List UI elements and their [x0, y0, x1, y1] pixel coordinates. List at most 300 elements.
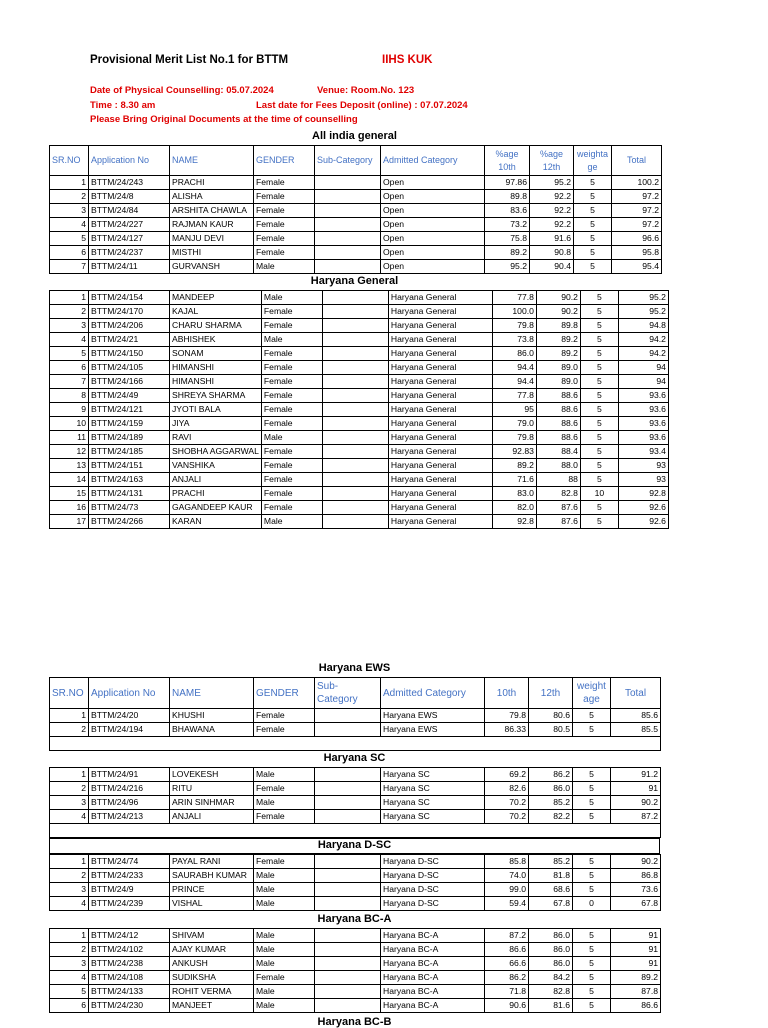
cell-weightage: 5 — [580, 515, 618, 529]
cell-12th: 88.6 — [536, 417, 580, 431]
counselling-time: Time : 8.30 am — [90, 100, 156, 111]
institute-name: IIHS KUK — [382, 54, 433, 66]
merit-table-haryana-sc — [49, 767, 661, 838]
cell-application-no: BTTM/24/213 — [89, 810, 170, 824]
cell-weightage: 5 — [573, 782, 611, 796]
cell-admitted-category: Haryana SC — [381, 796, 485, 810]
cell-12th: 82.2 — [529, 810, 573, 824]
cell-12th: 81.6 — [529, 999, 573, 1013]
cell-srno: 3 — [50, 319, 89, 333]
cell-gender: Female — [261, 459, 322, 473]
cell-12th: 80.5 — [529, 723, 573, 737]
cell-application-no: BTTM/24/20 — [89, 709, 170, 723]
cell-gender: Female — [261, 417, 322, 431]
cell-weightage: 5 — [580, 361, 618, 375]
cell-sub-category — [315, 709, 381, 723]
cell-total: 92.8 — [618, 487, 668, 501]
table-row — [50, 515, 669, 529]
cell-weightage: 5 — [580, 347, 618, 361]
cell-gender: Male — [254, 260, 315, 274]
cell-12th: 87.6 — [536, 515, 580, 529]
page-title: Provisional Merit List No.1 for BTTM — [90, 54, 289, 66]
cell-application-no: BTTM/24/230 — [89, 999, 170, 1013]
cell-total: 90.2 — [611, 796, 661, 810]
cell-weightage: 5 — [573, 999, 611, 1013]
cell-12th: 90.2 — [536, 305, 580, 319]
cell-name: LOVEKESH — [170, 768, 254, 782]
table-row — [50, 389, 669, 403]
cell-admitted-category: Haryana General — [388, 473, 492, 487]
cell-admitted-category: Haryana General — [388, 305, 492, 319]
cell-sub-category — [315, 957, 381, 971]
cell-total: 94 — [618, 375, 668, 389]
counselling-venue: Venue: Room.No. 123 — [317, 85, 415, 96]
cell-application-no: BTTM/24/102 — [89, 943, 170, 957]
cell-admitted-category: Haryana SC — [381, 768, 485, 782]
blank-cell — [50, 824, 661, 838]
cell-12th: 82.8 — [529, 985, 573, 999]
merit-table-all-india — [49, 145, 662, 274]
cell-admitted-category: Haryana General — [388, 389, 492, 403]
cell-total: 92.6 — [618, 501, 668, 515]
cell-10th: 70.2 — [485, 796, 529, 810]
cell-total: 92.6 — [618, 515, 668, 529]
cell-application-no: BTTM/24/151 — [89, 459, 170, 473]
table-row — [50, 487, 669, 501]
cell-admitted-category: Open — [381, 260, 485, 274]
cell-10th: 77.8 — [492, 291, 536, 305]
cell-srno: 7 — [50, 260, 89, 274]
cell-10th: 92.83 — [492, 445, 536, 459]
cell-sub-category — [315, 971, 381, 985]
table-row — [50, 855, 661, 869]
cell-total: 91 — [611, 943, 661, 957]
cell-sub-category — [322, 375, 388, 389]
cell-application-no: BTTM/24/189 — [89, 431, 170, 445]
cell-total: 91.2 — [611, 768, 661, 782]
cell-10th: 79.0 — [492, 417, 536, 431]
cell-application-no: BTTM/24/96 — [89, 796, 170, 810]
table-row — [50, 403, 669, 417]
cell-gender: Male — [254, 796, 315, 810]
cell-application-no: BTTM/24/121 — [89, 403, 170, 417]
cell-admitted-category: Haryana General — [388, 291, 492, 305]
cell-gender: Female — [254, 232, 315, 246]
cell-gender: Female — [261, 403, 322, 417]
cell-sub-category — [322, 445, 388, 459]
cell-sub-category — [322, 431, 388, 445]
cell-10th: 70.2 — [485, 810, 529, 824]
rows-haryana-ews — [50, 709, 661, 751]
cell-12th: 88.6 — [536, 389, 580, 403]
cell-total: 85.5 — [611, 723, 661, 737]
merit-table-haryana-ews — [49, 677, 661, 751]
cell-sub-category — [315, 855, 381, 869]
cell-application-no: BTTM/24/206 — [89, 319, 170, 333]
cell-gender: Female — [254, 723, 315, 737]
cell-name: HIMANSHI — [170, 361, 262, 375]
cell-admitted-category: Haryana SC — [381, 782, 485, 796]
cell-name: GURVANSH — [170, 260, 254, 274]
cell-name: MANJEET — [170, 999, 254, 1013]
cell-12th: 80.6 — [529, 709, 573, 723]
cell-application-no: BTTM/24/49 — [89, 389, 170, 403]
cell-name: ALISHA — [170, 190, 254, 204]
cell-total: 95.8 — [612, 246, 662, 260]
cell-sub-category — [315, 232, 381, 246]
merit-table-haryana-bca — [49, 928, 661, 1013]
table-row — [50, 768, 661, 782]
table-row — [50, 190, 662, 204]
cell-gender: Female — [254, 971, 315, 985]
cell-admitted-category: Haryana D-SC — [381, 855, 485, 869]
col-12th: %age 12th — [530, 146, 574, 176]
cell-gender: Female — [261, 347, 322, 361]
cell-admitted-category: Haryana General — [388, 347, 492, 361]
cell-application-no: BTTM/24/239 — [89, 897, 170, 911]
cell-10th: 89.2 — [492, 459, 536, 473]
table-row — [50, 810, 661, 824]
cell-srno: 4 — [50, 333, 89, 347]
cell-admitted-category: Haryana D-SC — [381, 897, 485, 911]
cell-gender: Female — [254, 218, 315, 232]
cell-total: 87.2 — [611, 810, 661, 824]
cell-name: RAJMAN KAUR — [170, 218, 254, 232]
cell-total: 94.8 — [618, 319, 668, 333]
cell-12th: 92.2 — [530, 204, 574, 218]
col-admitted-category: Admitted Category — [381, 146, 485, 176]
cell-application-no: BTTM/24/227 — [89, 218, 170, 232]
cell-sub-category — [322, 389, 388, 403]
section-title-haryana-ews: Haryana EWS — [318, 662, 391, 674]
cell-10th: 87.2 — [485, 929, 529, 943]
cell-application-no: BTTM/24/238 — [89, 957, 170, 971]
cell-srno: 5 — [50, 232, 89, 246]
cell-gender: Female — [254, 246, 315, 260]
cell-10th: 79.8 — [485, 709, 529, 723]
cell-application-no: BTTM/24/131 — [89, 487, 170, 501]
documents-note: Please Bring Original Documents at the time of counselling — [90, 114, 358, 125]
cell-total: 85.6 — [611, 709, 661, 723]
cell-gender: Female — [254, 204, 315, 218]
col-gender: GENDER — [254, 678, 315, 709]
cell-total: 93.6 — [618, 431, 668, 445]
col-total: Total — [612, 146, 662, 176]
cell-10th: 94.4 — [492, 375, 536, 389]
cell-weightage: 5 — [573, 855, 611, 869]
cell-gender: Male — [254, 768, 315, 782]
table-row — [50, 723, 661, 737]
cell-application-no: BTTM/24/233 — [89, 869, 170, 883]
cell-12th: 88.4 — [536, 445, 580, 459]
cell-sub-category — [315, 246, 381, 260]
section-title-haryana-bca: Haryana BC-A — [317, 913, 392, 925]
cell-10th: 75.8 — [485, 232, 530, 246]
cell-srno: 1 — [50, 768, 89, 782]
cell-weightage: 5 — [580, 319, 618, 333]
section-title-haryana-bcb: Haryana BC-B — [317, 1016, 392, 1028]
col-gender: GENDER — [254, 146, 315, 176]
table-row — [50, 929, 661, 943]
cell-application-no: BTTM/24/185 — [89, 445, 170, 459]
col-sub-category: Sub-Category — [315, 678, 381, 709]
cell-sub-category — [315, 985, 381, 999]
cell-10th: 86.0 — [492, 347, 536, 361]
cell-10th: 66.6 — [485, 957, 529, 971]
cell-name: ARIN SINHMAR — [170, 796, 254, 810]
col-srno: SR.NO — [50, 146, 89, 176]
cell-sub-category — [322, 473, 388, 487]
cell-sub-category — [315, 768, 381, 782]
cell-admitted-category: Haryana General — [388, 319, 492, 333]
cell-12th: 88.6 — [536, 403, 580, 417]
cell-admitted-category: Haryana General — [388, 333, 492, 347]
col-admitted-category: Admitted Category — [381, 678, 485, 709]
cell-12th: 95.2 — [530, 176, 574, 190]
cell-sub-category — [322, 333, 388, 347]
cell-weightage: 10 — [580, 487, 618, 501]
table-row — [50, 232, 662, 246]
table-row — [50, 305, 669, 319]
col-12th: 12th — [529, 678, 573, 709]
cell-srno: 12 — [50, 445, 89, 459]
cell-sub-category — [315, 883, 381, 897]
cell-name: GAGANDEEP KAUR — [170, 501, 262, 515]
blank-cell — [50, 737, 661, 751]
cell-gender: Male — [254, 869, 315, 883]
cell-weightage: 5 — [580, 375, 618, 389]
cell-total: 91 — [611, 957, 661, 971]
col-weightage: weightage — [573, 678, 611, 709]
table-row — [50, 709, 661, 723]
cell-srno: 1 — [50, 709, 89, 723]
cell-gender: Male — [261, 333, 322, 347]
table-row — [50, 473, 669, 487]
cell-weightage: 5 — [573, 709, 611, 723]
cell-name: CHARU SHARMA — [170, 319, 262, 333]
cell-10th: 95 — [492, 403, 536, 417]
cell-weightage: 5 — [580, 403, 618, 417]
cell-sub-category — [315, 999, 381, 1013]
cell-gender: Male — [254, 897, 315, 911]
cell-srno: 10 — [50, 417, 89, 431]
rows-haryana-general — [50, 291, 669, 529]
cell-10th: 79.8 — [492, 431, 536, 445]
cell-10th: 79.8 — [492, 319, 536, 333]
table-row — [50, 445, 669, 459]
cell-gender: Male — [254, 883, 315, 897]
cell-sub-category — [315, 218, 381, 232]
cell-srno: 1 — [50, 176, 89, 190]
cell-application-no: BTTM/24/11 — [89, 260, 170, 274]
cell-gender: Male — [254, 929, 315, 943]
cell-10th: 71.8 — [485, 985, 529, 999]
cell-weightage: 5 — [573, 943, 611, 957]
cell-10th: 92.8 — [492, 515, 536, 529]
cell-application-no: BTTM/24/133 — [89, 985, 170, 999]
table-row — [50, 333, 669, 347]
cell-10th: 99.0 — [485, 883, 529, 897]
cell-name: HIMANSHI — [170, 375, 262, 389]
cell-weightage: 5 — [573, 723, 611, 737]
section-title-all-india: All india general — [312, 130, 397, 142]
cell-name: PRACHI — [170, 176, 254, 190]
cell-gender: Female — [261, 389, 322, 403]
cell-srno: 16 — [50, 501, 89, 515]
cell-application-no: BTTM/24/9 — [89, 883, 170, 897]
cell-srno: 6 — [50, 999, 89, 1013]
cell-srno: 6 — [50, 246, 89, 260]
cell-total: 89.2 — [611, 971, 661, 985]
cell-12th: 81.8 — [529, 869, 573, 883]
cell-weightage: 5 — [580, 417, 618, 431]
cell-name: SUDIKSHA — [170, 971, 254, 985]
cell-gender: Female — [261, 501, 322, 515]
cell-total: 97.2 — [612, 218, 662, 232]
cell-sub-category — [315, 897, 381, 911]
cell-sub-category — [322, 501, 388, 515]
cell-total: 94 — [618, 361, 668, 375]
cell-admitted-category: Haryana BC-A — [381, 999, 485, 1013]
cell-weightage: 5 — [574, 204, 612, 218]
cell-total: 93.4 — [618, 445, 668, 459]
table-row — [50, 347, 669, 361]
cell-10th: 97.86 — [485, 176, 530, 190]
cell-sub-category — [315, 190, 381, 204]
cell-total: 96.6 — [612, 232, 662, 246]
cell-srno: 4 — [50, 971, 89, 985]
cell-admitted-category: Open — [381, 190, 485, 204]
cell-gender: Male — [261, 431, 322, 445]
cell-12th: 91.6 — [530, 232, 574, 246]
cell-srno: 3 — [50, 883, 89, 897]
col-weightage: weightage — [574, 146, 612, 176]
table-row — [50, 985, 661, 999]
cell-weightage: 5 — [574, 260, 612, 274]
cell-application-no: BTTM/24/163 — [89, 473, 170, 487]
col-total: Total — [611, 678, 661, 709]
cell-name: MISTHI — [170, 246, 254, 260]
cell-10th: 86.33 — [485, 723, 529, 737]
cell-weightage: 5 — [580, 445, 618, 459]
cell-application-no: BTTM/24/150 — [89, 347, 170, 361]
cell-application-no: BTTM/24/91 — [89, 768, 170, 782]
cell-application-no: BTTM/24/105 — [89, 361, 170, 375]
cell-total: 95.2 — [618, 291, 668, 305]
cell-total: 86.6 — [611, 999, 661, 1013]
cell-srno: 2 — [50, 723, 89, 737]
cell-12th: 87.6 — [536, 501, 580, 515]
cell-srno: 2 — [50, 305, 89, 319]
cell-admitted-category: Open — [381, 246, 485, 260]
cell-gender: Female — [261, 445, 322, 459]
cell-10th: 74.0 — [485, 869, 529, 883]
cell-12th: 90.2 — [536, 291, 580, 305]
cell-application-no: BTTM/24/154 — [89, 291, 170, 305]
cell-gender: Female — [254, 176, 315, 190]
cell-sub-category — [315, 810, 381, 824]
cell-srno: 8 — [50, 389, 89, 403]
cell-weightage: 5 — [573, 957, 611, 971]
cell-weightage: 5 — [580, 459, 618, 473]
cell-name: BHAWANA — [170, 723, 254, 737]
cell-name: PRINCE — [170, 883, 254, 897]
cell-srno: 1 — [50, 855, 89, 869]
cell-name: SONAM — [170, 347, 262, 361]
cell-name: ROHIT VERMA — [170, 985, 254, 999]
cell-srno: 5 — [50, 985, 89, 999]
cell-10th: 69.2 — [485, 768, 529, 782]
cell-name: MANDEEP — [170, 291, 262, 305]
cell-weightage: 5 — [573, 883, 611, 897]
table-row — [50, 319, 669, 333]
cell-10th: 82.0 — [492, 501, 536, 515]
cell-gender: Male — [261, 291, 322, 305]
cell-application-no: BTTM/24/84 — [89, 204, 170, 218]
cell-name: JIYA — [170, 417, 262, 431]
cell-srno: 1 — [50, 929, 89, 943]
table-row — [50, 291, 669, 305]
cell-sub-category — [322, 347, 388, 361]
cell-srno: 3 — [50, 204, 89, 218]
cell-srno: 13 — [50, 459, 89, 473]
cell-weightage: 5 — [573, 768, 611, 782]
cell-name: ARSHITA CHAWLA — [170, 204, 254, 218]
cell-12th: 86.0 — [529, 943, 573, 957]
cell-10th: 95.2 — [485, 260, 530, 274]
cell-name: KHUSHI — [170, 709, 254, 723]
cell-12th: 89.0 — [536, 375, 580, 389]
col-10th: 10th — [485, 678, 529, 709]
cell-10th: 85.8 — [485, 855, 529, 869]
cell-admitted-category: Open — [381, 176, 485, 190]
cell-total: 97.2 — [612, 190, 662, 204]
cell-admitted-category: Haryana SC — [381, 810, 485, 824]
cell-10th: 86.6 — [485, 943, 529, 957]
cell-srno: 7 — [50, 375, 89, 389]
cell-total: 93.6 — [618, 389, 668, 403]
cell-admitted-category: Haryana BC-A — [381, 943, 485, 957]
cell-weightage: 5 — [580, 333, 618, 347]
cell-application-no: BTTM/24/12 — [89, 929, 170, 943]
cell-12th: 92.2 — [530, 190, 574, 204]
cell-admitted-category: Haryana General — [388, 445, 492, 459]
table-row — [50, 897, 661, 911]
cell-12th: 88.0 — [536, 459, 580, 473]
cell-gender: Male — [254, 999, 315, 1013]
col-srno: SR.NO — [50, 678, 89, 709]
cell-gender: Female — [261, 361, 322, 375]
cell-12th: 67.8 — [529, 897, 573, 911]
cell-total: 93.6 — [618, 403, 668, 417]
cell-12th: 86.0 — [529, 782, 573, 796]
col-application-no: Application No — [89, 146, 170, 176]
cell-admitted-category: Haryana General — [388, 459, 492, 473]
cell-weightage: 5 — [580, 501, 618, 515]
table-row — [50, 782, 661, 796]
cell-weightage: 5 — [574, 218, 612, 232]
rows-haryana-dsc — [50, 855, 661, 911]
cell-name: PAYAL RANI — [170, 855, 254, 869]
cell-admitted-category: Haryana BC-A — [381, 929, 485, 943]
table-row — [50, 971, 661, 985]
cell-srno: 15 — [50, 487, 89, 501]
cell-weightage: 5 — [580, 291, 618, 305]
section-title-haryana-sc: Haryana SC — [323, 752, 386, 764]
cell-total: 93 — [618, 473, 668, 487]
cell-application-no: BTTM/24/170 — [89, 305, 170, 319]
cell-gender: Male — [261, 515, 322, 529]
